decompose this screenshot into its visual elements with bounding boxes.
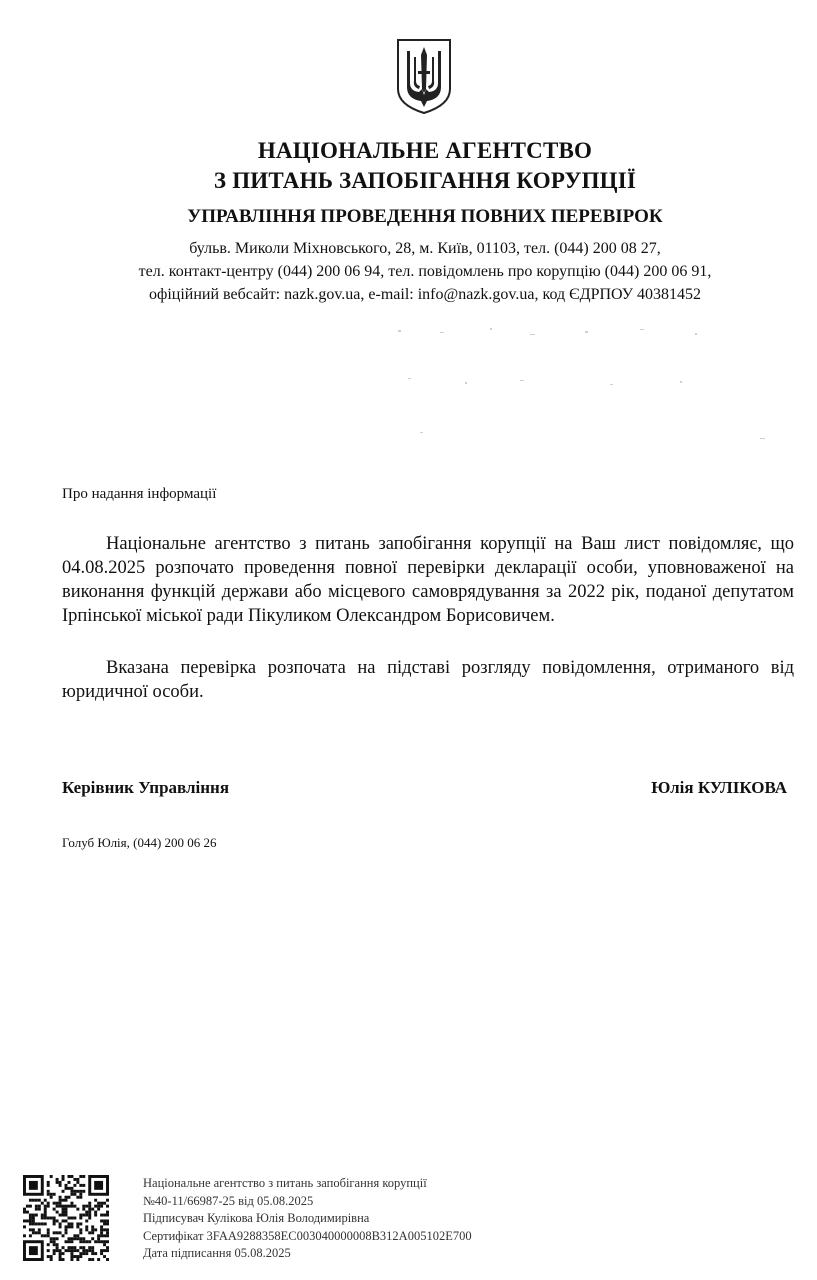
qr-code-icon: [23, 1175, 109, 1261]
signatory-name: Юлія КУЛІКОВА: [651, 778, 787, 797]
esign-document-number: №40-11/66987-25 від 05.08.2025: [143, 1193, 314, 1208]
body-paragraph-1: [62, 532, 794, 628]
body-paragraph-1-text: Національне агентство з питань запобігання корупції на Ваш лист повідомляє, що 04.08.2025 розпочато проведення повної перевірки декларації особи, уповноваженої на виконання функцій держави або місцевого самоврядування за 2022 рік, поданої депутатом Ірпінської міської ради Пікуликом Олександром Борисовичем.: [62, 534, 794, 626]
body-paragraph-2: [62, 656, 794, 704]
esign-date: Дата підписання 05.08.2025: [143, 1246, 291, 1260]
address-line1: бульв. Миколи Міхновського, 28, м. Київ, 01103, тел. (044) 200 08 27,: [189, 240, 661, 257]
body-paragraph-2-text: Вказана перевірка розпочата на підставі розгляду повідомлення, отриманого від юридичної особи.: [62, 658, 794, 702]
org-name-line2: З ПИТАНЬ ЗАПОБІГАННЯ КОРУПЦІЇ: [213, 168, 637, 193]
letter-subject: Про надання інформації: [62, 486, 217, 502]
electronic-signature-block: [143, 1175, 472, 1263]
redacted-area: [380, 320, 800, 450]
esign-signer: Підписувач Кулікова Юлія Володимирівна: [143, 1211, 370, 1225]
org-name-line1: НАЦІОНАЛЬНЕ АГЕНТСТВО: [257, 138, 593, 163]
signatory-role: Керівник Управління: [62, 778, 230, 797]
address-line3: офіційний вебсайт: nazk.gov.ua, e-mail: info@nazk.gov.ua, код ЄДРПОУ 40381452: [148, 286, 702, 303]
executor-contact: Голуб Юлія, (044) 200 06 26: [62, 835, 217, 850]
esign-organization: Національне агентство з питань запобігання корупції: [143, 1176, 427, 1190]
department-name: УПРАВЛІННЯ ПРОВЕДЕННЯ ПОВНИХ ПЕРЕВІРОК: [187, 206, 663, 227]
ukraine-trident-icon: [395, 37, 453, 115]
esign-certificate: Сертифікат 3FAA9288358EC003040000008B312A005102E700: [143, 1228, 472, 1243]
address-line2: тел. контакт-центру (044) 200 06 94, тел. повідомлень про корупцію (044) 200 06 91,: [138, 263, 712, 280]
